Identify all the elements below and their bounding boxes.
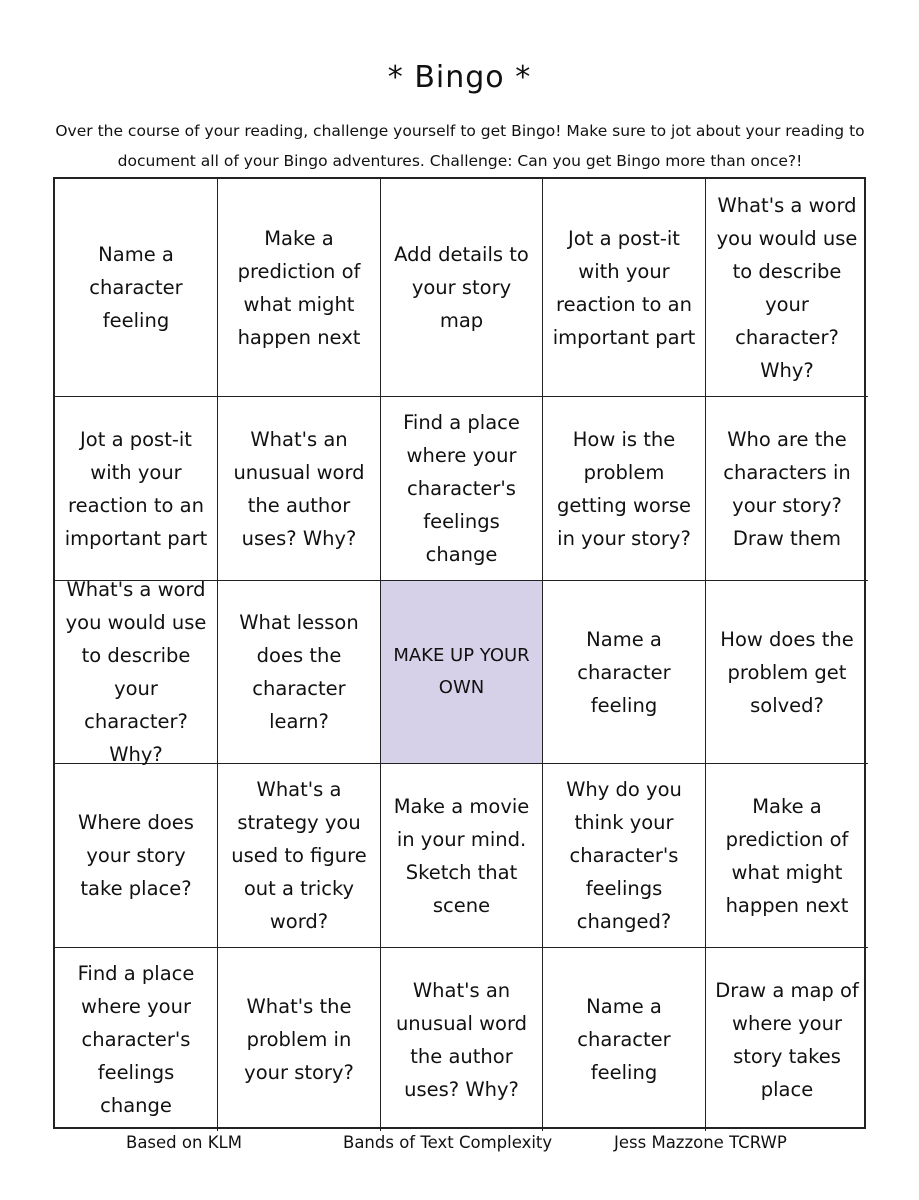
bingo-cell: What lesson does the character learn? — [218, 581, 381, 764]
bingo-cell: What's a word you would use to describe your character? Why? — [706, 179, 868, 397]
bingo-cell: Make a prediction of what might happen next — [706, 764, 868, 948]
bingo-cell: Name a character feeling — [543, 948, 706, 1131]
bingo-grid — [53, 177, 866, 1129]
bingo-cell: Add details to your story map — [381, 179, 543, 397]
bingo-cell: Find a place where your character's feelings change — [381, 397, 543, 581]
bingo-cell: Name a character feeling — [55, 179, 218, 397]
bingo-cell: Make a prediction of what might happen next — [218, 179, 381, 397]
bingo-cell: How does the problem get solved? — [706, 581, 868, 764]
bingo-cell: Jot a post-it with your reaction to an important part — [543, 179, 706, 397]
bingo-cell: Who are the characters in your story? Draw them — [706, 397, 868, 581]
bingo-cell: What's a word you would use to describe your character? Why? — [55, 581, 218, 764]
bingo-cell: Jot a post-it with your reaction to an important part — [55, 397, 218, 581]
free-space-cell: MAKE UP YOUR OWN — [381, 581, 543, 764]
footer-credit-left: Based on KLM — [126, 1133, 242, 1152]
bingo-cell: How is the problem getting worse in your story? — [543, 397, 706, 581]
page-title: * Bingo * — [387, 60, 532, 95]
bingo-cell: Where does your story take place? — [55, 764, 218, 948]
bingo-cell: What's a strategy you used to figure out a tricky word? — [218, 764, 381, 948]
footer-credit-right: Jess Mazzone TCRWP — [614, 1133, 787, 1152]
bingo-cell: Make a movie in your mind. Sketch that scene — [381, 764, 543, 948]
bingo-cell: Draw a map of where your story takes place — [715, 978, 859, 1101]
bingo-cell: Name a character feeling — [543, 581, 706, 764]
bingo-cell: Why do you think your character's feelings changed? — [543, 764, 706, 948]
bingo-cell: What's an unusual word the author uses? Why? — [218, 397, 381, 581]
footer-credit-center: Bands of Text Complexity — [343, 1133, 553, 1152]
intro-text: Over the course of your reading, challenge yourself to get Bingo! Make sure to jot about your reading to document all of your Bingo adventures. Challenge: Can you get Bingo more than once?! — [55, 122, 865, 170]
bingo-cell: Find a place where your character's feelings change — [55, 948, 218, 1131]
bingo-cell: What's the problem in your story? — [218, 948, 381, 1131]
bingo-cell: What's an unusual word the author uses? Why? — [381, 948, 543, 1131]
